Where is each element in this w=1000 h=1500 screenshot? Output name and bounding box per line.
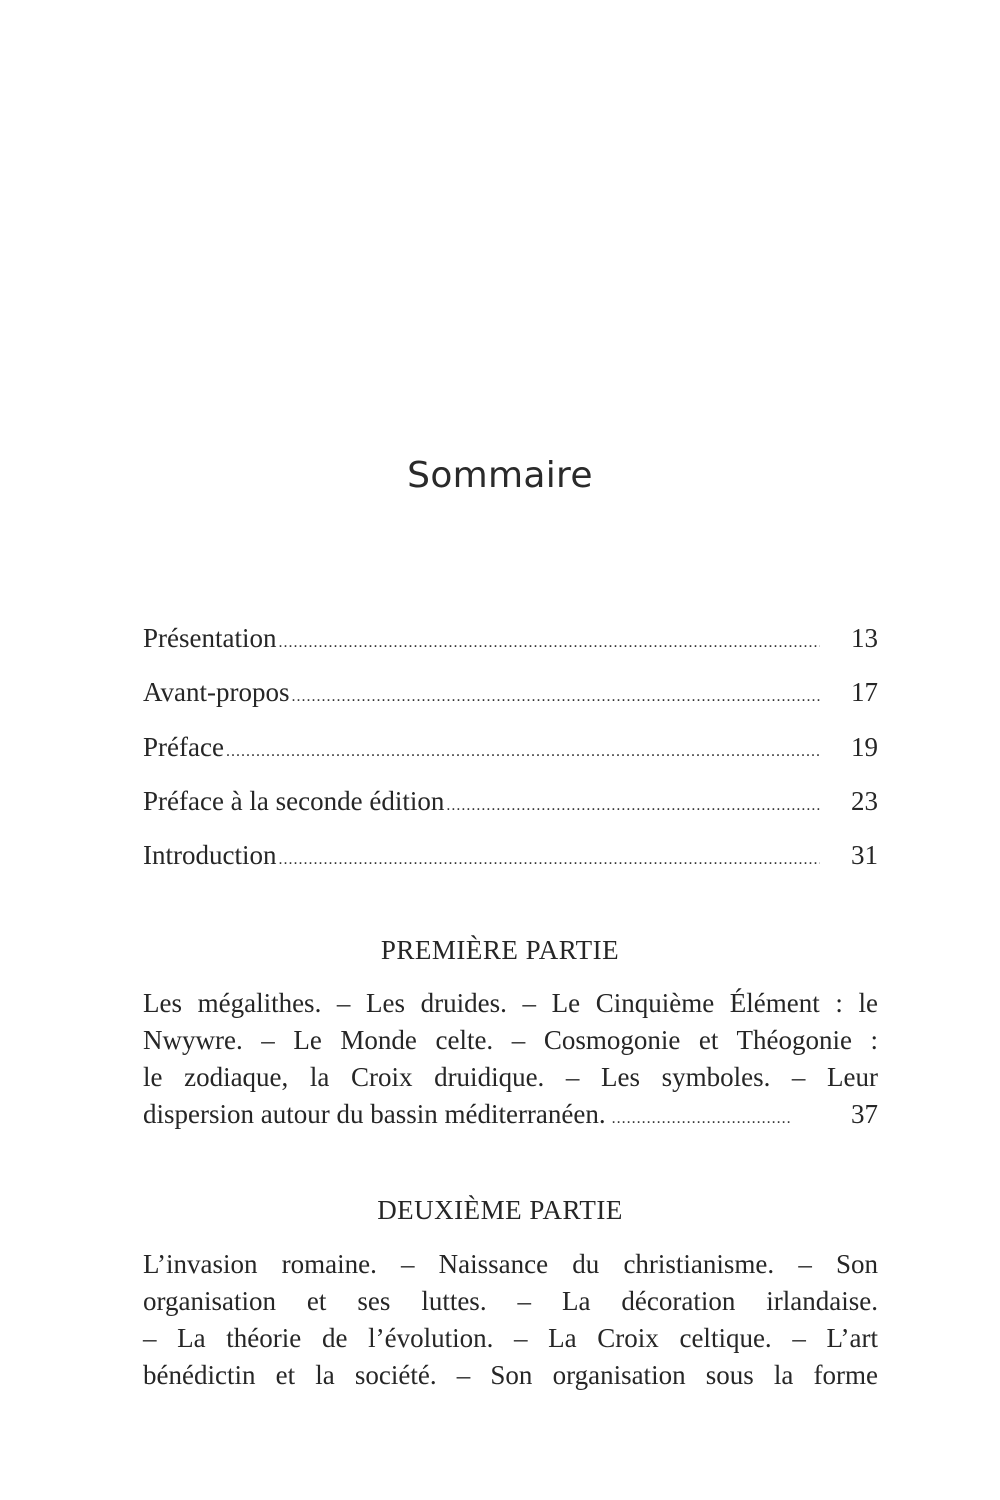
toc-dot-leader — [278, 621, 820, 665]
toc-dot-leader — [446, 784, 820, 828]
toc-entry-label: Présentation — [143, 623, 277, 653]
toc-entry-preface-seconde-edition[interactable] — [143, 779, 878, 833]
toc-entry-label: Préface — [143, 731, 224, 762]
part-heading-premiere: PREMIÈRE PARTIE — [380, 935, 620, 965]
part-summary-last-line — [143, 1096, 878, 1133]
toc-entry-avant-propos[interactable] — [143, 670, 878, 724]
toc-entry-label: Préface à la seconde édition — [143, 785, 445, 816]
toc-entry-introduction[interactable] — [143, 833, 878, 887]
part-summary-line: – La théorie de l’évolution. – La Croix celtique. – L’art — [143, 1323, 878, 1353]
part-summary-line: Nwywre. – Le Monde celte. – Cosmogonie et Théogonie : — [143, 1025, 878, 1055]
part-summary-line: organisation et ses luttes. – La décoration irlandaise. — [143, 1286, 878, 1316]
toc-dot-leader — [226, 730, 820, 774]
page-title: Sommaire — [407, 455, 593, 496]
toc-entry-page: 13 — [851, 623, 878, 653]
toc-entry-page: 31 — [851, 840, 878, 870]
toc-entry-preface[interactable] — [143, 725, 878, 779]
toc-entry-label: Introduction — [143, 840, 277, 870]
toc-dot-leader — [291, 675, 820, 719]
part-summary-line: Les mégalithes. – Les druides. – Le Cinquième Élément : le — [143, 988, 878, 1018]
part-summary-line: le zodiaque, la Croix druidique. – Les symboles. – Leur — [143, 1062, 878, 1092]
part-summary-line: dispersion autour du bassin méditerranéen. — [143, 1099, 606, 1129]
part-summary-deuxieme[interactable] — [143, 1246, 878, 1394]
part-summary-premiere[interactable] — [143, 985, 878, 1133]
toc-entry-page: 19 — [851, 731, 878, 762]
toc-entry-presentation[interactable] — [143, 616, 878, 670]
part-summary-line: bénédictin et la société. – Son organisation sous la forme — [143, 1360, 878, 1390]
part-heading-deuxieme: DEUXIÈME PARTIE — [377, 1195, 623, 1225]
toc-entry-label: Avant-propos — [143, 677, 290, 708]
toc-list — [143, 616, 878, 887]
toc-dot-leader — [278, 838, 820, 882]
toc-dot-leader — [612, 1100, 791, 1137]
part-page-number: 37 — [851, 1099, 878, 1129]
part-summary-line: L’invasion romaine. – Naissance du christianisme. – Son — [143, 1249, 878, 1279]
toc-entry-page: 17 — [851, 677, 878, 708]
toc-entry-page: 23 — [851, 785, 878, 816]
